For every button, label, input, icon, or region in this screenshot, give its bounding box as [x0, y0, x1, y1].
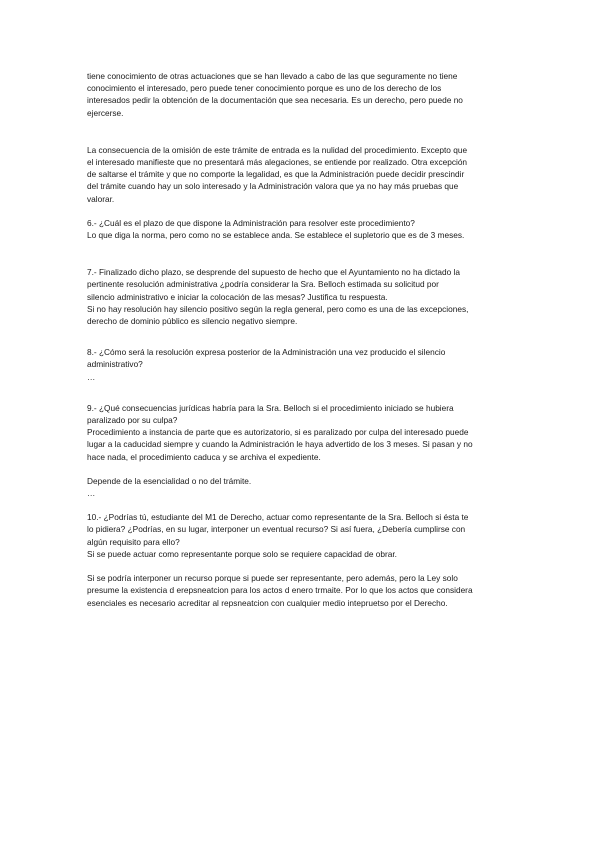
- answer-9-line: lugar a la caducidad siempre y cuando la Administración le haya advertido de los 3 meses. Si pasan y no: [87, 439, 473, 450]
- answer-9-line: Procedimiento a instancia de parte que es autorizatorio, si es paralizado por culpa del interesado puede: [87, 427, 469, 438]
- question-10-block: [87, 511, 517, 560]
- question-10-line: 10.- ¿Podrías tú, estudiante del M1 de Derecho, actuar como representante de la Sra. Belloch si ésta te: [87, 512, 469, 523]
- text-line: Si se podría interponer un recurso porque si puede ser representante, pero además, pero la Ley solo: [87, 573, 458, 584]
- answer-9-ellipsis: …: [87, 488, 96, 499]
- text-line: tiene conocimiento de otras actuaciones que se han llevado a cabo de las que seguramente no tiene: [87, 71, 458, 81]
- question-7-line: pertinente resolución administrativa ¿podría considerar la Sra. Belloch estimada su solicitud por: [87, 279, 439, 290]
- answer-6: Lo que diga la norma, pero como no se establece anda. Se establece el supletorio que es de 3 meses.: [87, 230, 465, 241]
- question-8-block: [87, 346, 517, 383]
- document-body: [87, 70, 517, 609]
- text-line: presume la existencia d erepsneatcion para los actos d enero trmaite. Por lo que los actos que considera: [87, 585, 473, 596]
- question-7-line: silencio administrativo e iniciar la colocación de las mesas? Justifica tu respuesta.: [87, 291, 388, 302]
- answer-8-ellipsis: …: [87, 371, 96, 382]
- question-8-line: administrativo?: [87, 359, 143, 370]
- text-line: interesados pedir la obtención de la documentación que sea necesaria. Es un derecho, pero puede no: [87, 95, 463, 106]
- answer-10-extra: [87, 572, 517, 609]
- answer-10-line: Si se puede actuar como representante porque solo se requiere capacidad de obrar.: [87, 548, 397, 559]
- text-line: conocimiento el interesado, pero puede tener conocimiento porque es uno de los derecho de los: [87, 83, 442, 94]
- text-line: Depende de la esencialidad o no del trámite.: [87, 475, 252, 486]
- question-9-line: paralizado por su culpa?: [87, 415, 178, 426]
- answer-9-line: hace nada, el procedimiento caduca y se archiva el expediente.: [87, 451, 321, 462]
- text-line: de saltarse el trámite y que no comporte la legalidad, es que la Administración puede decidir prescindir: [87, 169, 465, 180]
- question-7-block: [87, 266, 517, 327]
- question-6-block: [87, 217, 517, 241]
- answer-9-extra: [87, 475, 517, 499]
- question-7-line: 7.- Finalizado dicho plazo, se desprende del supuesto de hecho que el Ayuntamiento no ha dictado la: [87, 267, 461, 278]
- question-9-block: [87, 402, 517, 463]
- question-6: 6.- ¿Cuál es el plazo de que dispone la Administración para resolver este procedimiento?: [87, 217, 415, 228]
- text-line: esenciales es necesario acreditar al repsneatcion con cualquier medio intepruetso por el Derecho.: [87, 597, 448, 608]
- text-line: La consecuencia de la omisión de este trámite de entrada es la nulidad del procedimiento. Excepto que: [87, 144, 468, 155]
- question-9-line: 9.- ¿Qué consecuencias jurídicas habría para la Sra. Belloch si el procedimiento iniciado se hubiera: [87, 402, 454, 413]
- question-10-line: lo pidiera? ¿Podrías, en su lugar, interponer un eventual recurso? Si así fuera, ¿Debería cumplirse con: [87, 524, 466, 535]
- text-line: ejercerse.: [87, 107, 124, 118]
- answer-7-line: derecho de dominio público es silencio negativo siempre.: [87, 316, 298, 327]
- text-line: del trámite cuando hay un solo interesado y la Administración valora que ya no hay más pruebas que: [87, 181, 459, 192]
- question-8-line: 8.- ¿Cómo será la resolución expresa posterior de la Administración una vez producido el silencio: [87, 347, 446, 358]
- text-line: el interesado manifieste que no presentará más alegaciones, se entiende por realizado. Otra excepción: [87, 157, 468, 168]
- paragraph-consequence-omission: [87, 144, 517, 205]
- text-line: valorar.: [87, 193, 115, 204]
- answer-7-line: Si no hay resolución hay silencio positivo según la regla general, pero como es una de las excepciones,: [87, 303, 469, 314]
- question-10-line: algún requisito para ello?: [87, 536, 180, 547]
- paragraph-right-to-documentation: [87, 70, 517, 119]
